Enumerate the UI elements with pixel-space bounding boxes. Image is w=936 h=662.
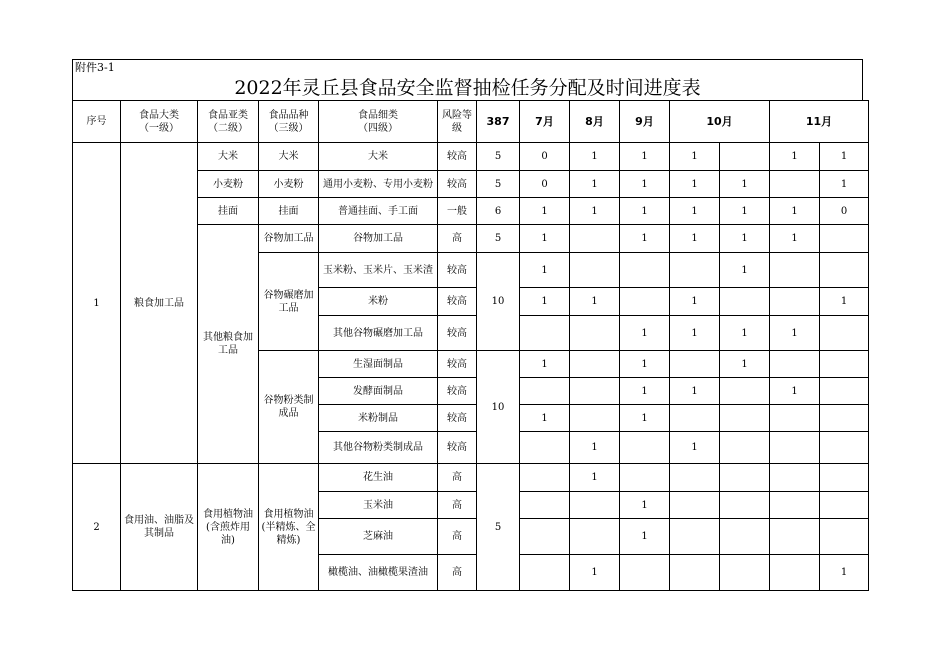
cell-nov-a: 1 [770,198,820,225]
cell-nov-a [770,253,820,288]
cell-cat2: 大米 [198,143,259,171]
cell-cat2: 小麦粉 [198,171,259,198]
header-month-8: 8月 [570,101,620,143]
annex-label: 附件3-1 [75,61,115,74]
cell-oct-b [720,378,770,405]
cell-sep [620,464,670,492]
cell-cat3: 挂面 [259,198,319,225]
cell-sep [620,288,670,316]
cell-oct-b [720,432,770,464]
cell-jul [520,316,570,351]
cell-nov-b: 1 [820,171,869,198]
cell-aug: 1 [570,171,620,198]
cell-risk: 高 [438,555,477,591]
cell-jul: 1 [520,351,570,378]
cell-jul: 0 [520,171,570,198]
cell-nov-a: 1 [770,143,820,171]
cell-nov-b [820,405,869,432]
cell-qty: 5 [477,143,520,171]
header-total: 387 [477,101,520,143]
cell-aug [570,316,620,351]
cell-oct-b [720,288,770,316]
cell-oct-a: 1 [670,225,720,253]
cell-nov-b [820,351,869,378]
cell-nov-a [770,519,820,555]
cell-oct-a: 1 [670,198,720,225]
cell-aug [570,378,620,405]
cell-sep: 1 [620,378,670,405]
cell-cat4: 米粉制品 [319,405,438,432]
cell-cat4: 大米 [319,143,438,171]
cell-qty-merged: 5 [477,464,520,591]
cell-jul: 1 [520,198,570,225]
cell-oct-a: 1 [670,171,720,198]
cell-aug [570,351,620,378]
header-month-11: 11月 [770,101,869,143]
cell-risk: 较高 [438,378,477,405]
cell-cat3-merged: 谷物碾磨加工品 [259,253,319,351]
cell-sep: 1 [620,492,670,519]
cell-nov-a: 1 [770,316,820,351]
cell-cat3: 小麦粉 [259,171,319,198]
cell-oct-b [720,555,770,591]
header-row [73,101,869,143]
cell-nov-b [820,378,869,405]
cell-nov-a: 1 [770,225,820,253]
cell-jul: 0 [520,143,570,171]
header-cat4: 食品细类 （四级） [319,101,438,143]
cell-oct-b: 1 [720,316,770,351]
cell-aug: 1 [570,143,620,171]
cell-qty-merged: 10 [477,351,520,464]
cell-nov-b [820,432,869,464]
cell-risk: 较高 [438,143,477,171]
cell-risk: 较高 [438,171,477,198]
cell-qty: 5 [477,225,520,253]
cell-oct-a: 1 [670,143,720,171]
cell-nov-b [820,253,869,288]
header-seq: 序号 [73,101,121,143]
cell-jul [520,492,570,519]
group-seq: 2 [73,464,121,591]
cell-jul [520,464,570,492]
cell-cat3: 大米 [259,143,319,171]
header-cat3: 食品品种 （三级） [259,101,319,143]
cell-nov-a [770,405,820,432]
cell-nov-a [770,432,820,464]
cell-aug: 1 [570,555,620,591]
cell-risk: 较高 [438,316,477,351]
cell-sep: 1 [620,405,670,432]
cell-cat4: 发酵面制品 [319,378,438,405]
cell-oct-b: 1 [720,225,770,253]
cell-nov-b [820,225,869,253]
cell-oct-a: 1 [670,378,720,405]
cell-risk: 较高 [438,351,477,378]
cell-risk: 较高 [438,253,477,288]
cell-jul: 1 [520,225,570,253]
cell-cat4: 米粉 [319,288,438,316]
header-month-9: 9月 [620,101,670,143]
cell-oct-a: 1 [670,432,720,464]
cell-nov-b: 1 [820,143,869,171]
cell-oct-b [720,492,770,519]
header-month-10: 10月 [670,101,770,143]
cell-oct-b: 1 [720,351,770,378]
header-cat1: 食品大类 （一级） [121,101,198,143]
cell-jul [520,519,570,555]
cell-aug: 1 [570,288,620,316]
cell-sep: 1 [620,316,670,351]
cell-qty-merged: 10 [477,253,520,351]
cell-nov-a [770,555,820,591]
cell-oct-a [670,464,720,492]
cell-cat4: 玉米粉、玉米片、玉米渣 [319,253,438,288]
cell-nov-b: 0 [820,198,869,225]
cell-sep [620,253,670,288]
cell-sep: 1 [620,351,670,378]
cell-cat2-merged: 其他粮食加工品 [198,225,259,464]
cell-cat4: 通用小麦粉、专用小麦粉 [319,171,438,198]
cell-nov-a [770,288,820,316]
cell-aug [570,253,620,288]
cell-aug: 1 [570,432,620,464]
cell-risk: 较高 [438,432,477,464]
header-risk: 风险等 级 [438,101,477,143]
cell-nov-a [770,492,820,519]
cell-jul [520,432,570,464]
cell-cat4: 花生油 [319,464,438,492]
cell-cat4: 谷物加工品 [319,225,438,253]
cell-cat4: 其他谷物碾磨加工品 [319,316,438,351]
table-row [73,464,869,492]
cell-risk: 高 [438,492,477,519]
cell-aug: 1 [570,464,620,492]
cell-risk: 高 [438,519,477,555]
cell-aug [570,492,620,519]
cell-cat4: 橄榄油、油橄榄果渣油 [319,555,438,591]
cell-sep: 1 [620,225,670,253]
table-row [73,143,869,171]
cell-oct-a [670,555,720,591]
cell-risk: 高 [438,225,477,253]
group-cat1: 粮食加工品 [121,143,198,464]
cell-sep [620,432,670,464]
cell-nov-b: 1 [820,288,869,316]
cell-sep: 1 [620,519,670,555]
cell-risk: 较高 [438,288,477,316]
task-table [72,100,869,591]
cell-oct-b [720,519,770,555]
cell-risk: 一般 [438,198,477,225]
cell-cat4: 普通挂面、手工面 [319,198,438,225]
cell-nov-b [820,519,869,555]
cell-nov-a [770,464,820,492]
cell-oct-a [670,405,720,432]
cell-oct-b: 1 [720,198,770,225]
header-cat2: 食品亚类 （二级） [198,101,259,143]
cell-nov-b [820,316,869,351]
sheet-top-border [72,59,863,60]
cell-cat2: 挂面 [198,198,259,225]
page-title: 2022年灵丘县食品安全监督抽检任务分配及时间进度表 [234,77,701,99]
cell-cat3-merged: 食用植物油(半精炼、全精炼) [259,464,319,591]
cell-cat4: 其他谷物粉类制成品 [319,432,438,464]
cell-oct-b: 1 [720,171,770,198]
cell-jul [520,555,570,591]
cell-nov-b: 1 [820,555,869,591]
cell-jul: 1 [520,288,570,316]
cell-qty: 5 [477,171,520,198]
cell-risk: 高 [438,464,477,492]
cell-nov-b [820,492,869,519]
cell-cat3-merged: 谷物粉类制成品 [259,351,319,464]
cell-sep [620,555,670,591]
cell-oct-a [670,492,720,519]
cell-aug [570,405,620,432]
cell-cat4: 生湿面制品 [319,351,438,378]
cell-oct-a [670,351,720,378]
cell-aug [570,519,620,555]
cell-cat4: 玉米油 [319,492,438,519]
cell-oct-b [720,464,770,492]
cell-aug [570,225,620,253]
cell-oct-a [670,253,720,288]
cell-jul [520,378,570,405]
cell-cat2-merged: 食用植物油(含煎炸用油) [198,464,259,591]
cell-cat3: 谷物加工品 [259,225,319,253]
cell-risk: 较高 [438,405,477,432]
cell-oct-a: 1 [670,288,720,316]
cell-jul: 1 [520,253,570,288]
cell-oct-b [720,405,770,432]
cell-qty: 6 [477,198,520,225]
cell-nov-a [770,171,820,198]
header-month-7: 7月 [520,101,570,143]
cell-sep: 1 [620,198,670,225]
cell-aug: 1 [570,198,620,225]
cell-jul: 1 [520,405,570,432]
cell-sep: 1 [620,171,670,198]
cell-oct-b: 1 [720,253,770,288]
group-cat1: 食用油、油脂及其制品 [121,464,198,591]
group-seq: 1 [73,143,121,464]
cell-oct-a [670,519,720,555]
cell-nov-a [770,351,820,378]
cell-sep: 1 [620,143,670,171]
cell-nov-b [820,464,869,492]
cell-oct-b [720,143,770,171]
cell-cat4: 芝麻油 [319,519,438,555]
cell-nov-a: 1 [770,378,820,405]
cell-oct-a: 1 [670,316,720,351]
